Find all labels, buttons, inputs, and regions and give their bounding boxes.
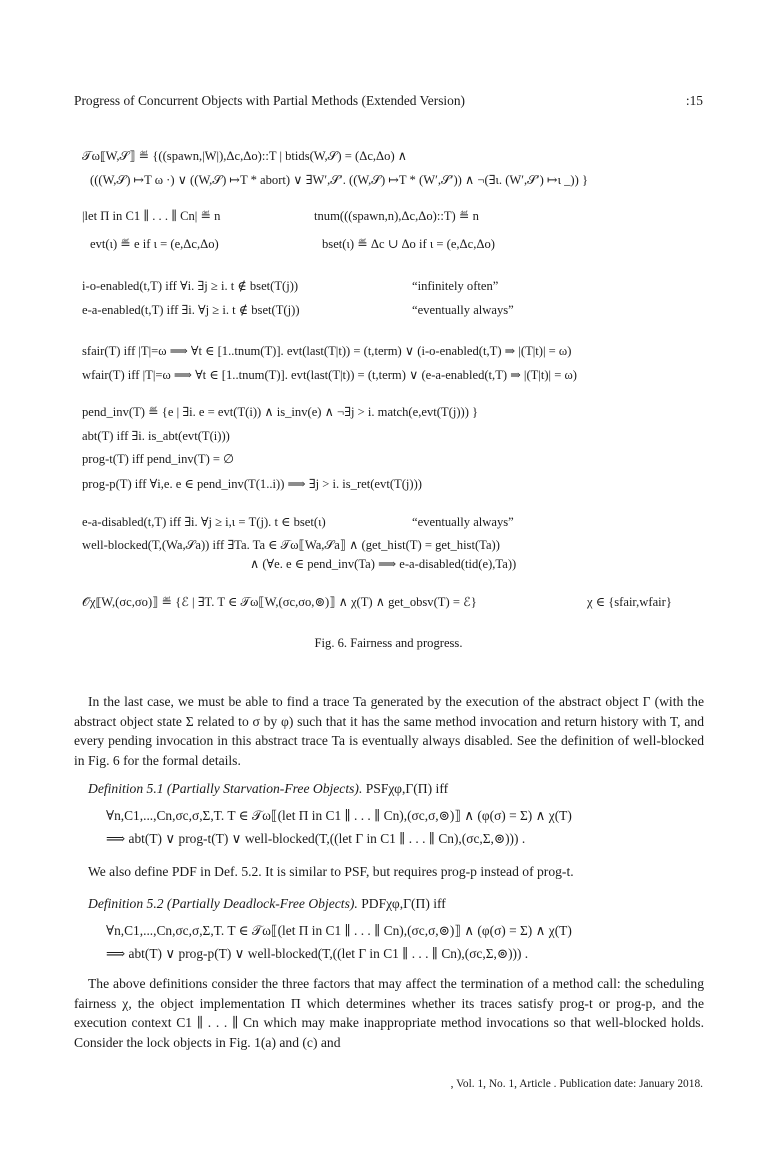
- definition-5-1-formula-2: ⟹ abt(T) ∨ prog-t(T) ∨ well-blocked(T,((let Γ in C1 ∥ . . . ∥ Cn),(σc,Σ,⊚))) .: [106, 831, 526, 846]
- definition-5-1-heading: [88, 781, 448, 797]
- paragraph-1-text: In the last case, we must be able to find a trace Ta generated by the execution of the abstract object Γ (with the abstract object state Σ related to σ by φ) such that it has the same method invocation and return history with T, and every pending invocation in this abstract trace Ta is eventually always disabled. See the definition of well-blocked in Fig. 6 for the formal details.: [74, 694, 704, 768]
- definition-5-1-title: Definition 5.1 (Partially Starvation-Free Objects).: [88, 781, 363, 796]
- fig-line-prog-t: prog-t(T) iff pend_inv(T) = ∅: [82, 452, 235, 466]
- fig-line-observable: 𝒪χ⟦W,(σc,σo)⟧ ≝ {ℰ | ∃T. T ∈ 𝒯ω⟦W,(σc,σo,⊚)⟧ ∧ χ(T) ∧ get_obsv(T) = ℰ}: [82, 595, 477, 609]
- fig-line-ead-note: “eventually always”: [412, 515, 514, 529]
- fig-line-tnum: tnum(((spawn,n),Δc,Δo)::T) ≝ n: [314, 209, 479, 223]
- definition-5-2-heading: [88, 896, 446, 912]
- paragraph-2: [74, 862, 704, 882]
- fig-line-chi: χ ∈ {sfair,wfair}: [587, 595, 672, 609]
- definition-5-2-formula-1: ∀n,C1,...,Cn,σc,σ,Σ,T. T ∈ 𝒯ω⟦(let Π in C1 ∥ . . . ∥ Cn),(σc,σ,⊚)⟧ ∧ (φ(σ) = Σ) ∧ χ(T): [106, 923, 572, 938]
- definition-5-2-formula-2: ⟹ abt(T) ∨ prog-p(T) ∨ well-blocked(T,((let Γ in C1 ∥ . . . ∥ Cn),(σc,Σ,⊚))) .: [106, 946, 529, 961]
- fig-line-prog-p: prog-p(T) iff ∀i,e. e ∈ pend_inv(T(1..i)) ⟹ ∃j > i. is_ret(evt(T(j))): [82, 477, 422, 491]
- fig-line-ea-enabled: e-a-enabled(t,T) iff ∃i. ∀j ≥ i. t ∉ bset(T(j)): [82, 303, 300, 317]
- publication-footer: , Vol. 1, No. 1, Article . Publication date: January 2018.: [450, 1078, 703, 1090]
- paragraph-3-text: The above definitions consider the three factors that may affect the termination of a method call: the scheduling fairness χ, the object implementation Π which determines whether its traces satisfy prog-t or prog-p, and the execution context C1 ∥ . . . ∥ Cn which may make inappropriate method invocations so that well-blocked holds. Consider the lock objects in Fig. 1(a) and (c) and: [74, 976, 704, 1050]
- definition-5-1-predicate: PSFχφ,Γ(Π) iff: [365, 781, 449, 796]
- fig-line-bset: bset(ι) ≝ Δc ∪ Δo if ι = (e,Δc,Δo): [322, 237, 495, 251]
- fig-line-prog-size: |let Π in C1 ∥ . . . ∥ Cn| ≝ n: [82, 209, 221, 223]
- page-number: :15: [685, 93, 703, 108]
- fig-line-io-enabled: i-o-enabled(t,T) iff ∀i. ∃j ≥ i. t ∉ bset(T(j)): [82, 279, 299, 293]
- fig-line-evt: evt(ι) ≝ e if ι = (e,Δc,Δo): [90, 237, 219, 251]
- definition-5-1-formula-1: ∀n,C1,...,Cn,σc,σ,Σ,T. T ∈ 𝒯ω⟦(let Π in C1 ∥ . . . ∥ Cn),(σc,σ,⊚)⟧ ∧ (φ(σ) = Σ) ∧ χ(T): [106, 808, 572, 823]
- paragraph-3: [74, 974, 704, 1052]
- paragraph-2-text: We also define PDF in Def. 5.2. It is similar to PSF, but requires prog-p instead of prog-t.: [88, 864, 574, 879]
- fig-line-sfair: sfair(T) iff |T|=ω ⟹ ∀t ∈ [1..tnum(T)]. evt(last(T|t)) = (t,term) ∨ (i-o-enabled(t,T) ⇒ |(T|t)| = ω): [82, 344, 572, 358]
- fig-line-wfair: wfair(T) iff |T|=ω ⟹ ∀t ∈ [1..tnum(T)]. evt(last(T|t)) = (t,term) ∨ (e-a-enabled(t,T) ⇒ |(T|t)| = ω): [82, 368, 577, 382]
- running-header: [74, 93, 703, 111]
- fig-line-trace-def-cont: (((W,𝒮) ↦T ω ·) ∨ ((W,𝒮) ↦T * abort) ∨ ∃W′,𝒮′. ((W,𝒮) ↦T * (W′,𝒮′)) ∧ ¬(∃ι. (W′,𝒮′) ↦ι _)) }: [90, 173, 588, 187]
- fig-line-abt: abt(T) iff ∃i. is_abt(evt(T(i))): [82, 429, 230, 443]
- header-title: Progress of Concurrent Objects with Partial Methods (Extended Version): [74, 93, 465, 108]
- fig-line-io-note: “infinitely often”: [412, 279, 499, 293]
- figure-caption: Fig. 6. Fairness and progress.: [314, 636, 463, 650]
- fig-line-pend-inv: pend_inv(T) ≝ {e | ∃i. e = evt(T(i)) ∧ is_inv(e) ∧ ¬∃j > i. match(e,evt(T(j))) }: [82, 405, 479, 419]
- paragraph-1: [74, 692, 704, 770]
- fig-line-ea-disabled: e-a-disabled(t,T) iff ∃i. ∀j ≥ i,ι = T(j). t ∈ bset(ι): [82, 515, 326, 529]
- fig-line-ea-note: “eventually always”: [412, 303, 514, 317]
- fig-line-well-blocked-cont: ∧ (∀e. e ∈ pend_inv(Ta) ⟹ e-a-disabled(tid(e),Ta)): [250, 557, 517, 571]
- definition-5-2-predicate: PDFχφ,Γ(Π) iff: [361, 896, 446, 911]
- definition-5-2-title: Definition 5.2 (Partially Deadlock-Free Objects).: [88, 896, 358, 911]
- fig-line-well-blocked: well-blocked(T,(Wa,𝒮a)) iff ∃Ta. Ta ∈ 𝒯ω⟦Wa,𝒮a⟧ ∧ (get_hist(T) = get_hist(Ta)): [82, 538, 500, 552]
- fig-line-trace-def: 𝒯ω⟦W,𝒮⟧ ≝ {((spawn,|W|),Δc,Δo)::T | btids(W,𝒮) = (Δc,Δo) ∧: [82, 149, 408, 163]
